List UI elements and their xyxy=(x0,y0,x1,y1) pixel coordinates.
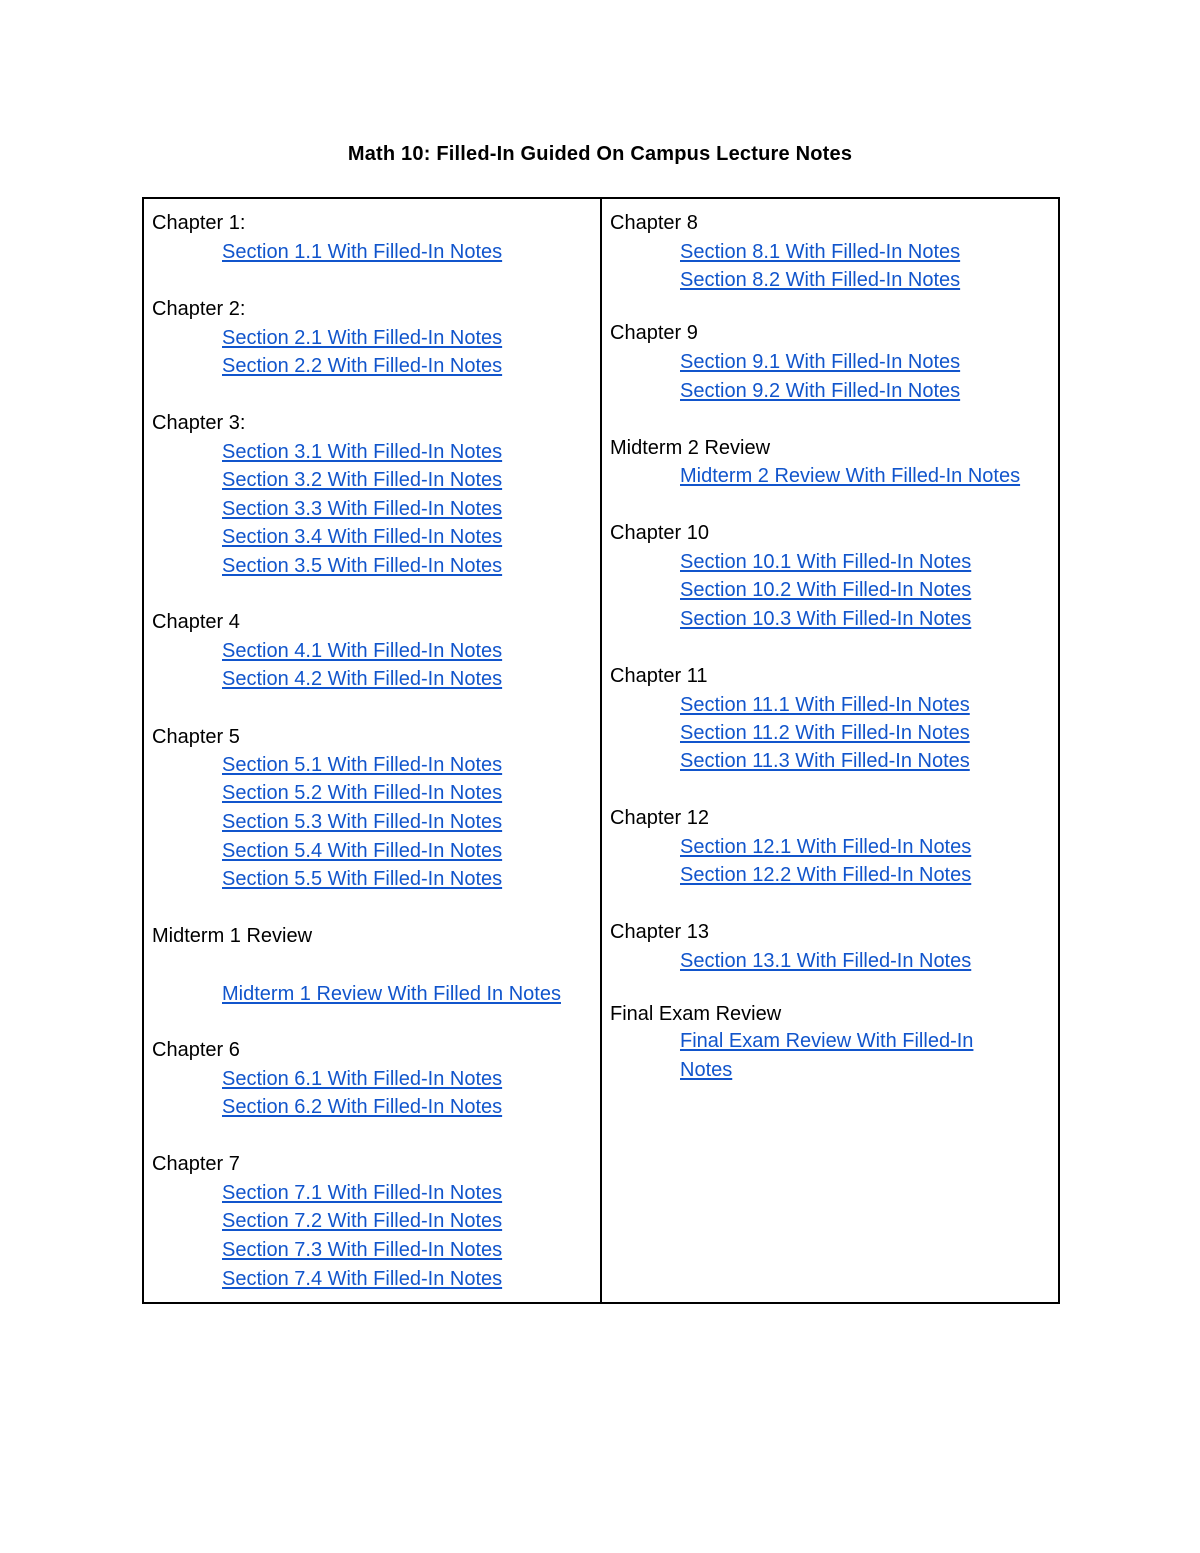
section-11-2-link[interactable]: Section 11.2 With Filled-In Notes xyxy=(680,722,970,744)
chapter-heading-1: Chapter 1: xyxy=(152,212,246,234)
section-8-2-link[interactable]: Section 8.2 With Filled-In Notes xyxy=(680,269,961,291)
section-3-5-link[interactable]: Section 3.5 With Filled-In Notes xyxy=(222,555,503,577)
toc-table xyxy=(142,197,1060,1304)
section-12-2-link[interactable]: Section 12.2 With Filled-In Notes xyxy=(680,864,972,886)
chapter-heading-9: Chapter 9 xyxy=(610,322,698,344)
section-2-2-link[interactable]: Section 2.2 With Filled-In Notes xyxy=(222,355,503,377)
section-7-3-link[interactable]: Section 7.3 With Filled-In Notes xyxy=(222,1239,503,1261)
section-7-4-link[interactable]: Section 7.4 With Filled-In Notes xyxy=(222,1268,503,1290)
section-8-1-link[interactable]: Section 8.1 With Filled-In Notes xyxy=(680,241,961,263)
chapter-heading-8: Chapter 8 xyxy=(610,212,698,234)
section-5-4-link[interactable]: Section 5.4 With Filled-In Notes xyxy=(222,840,503,862)
midterm-1-review-link[interactable]: Midterm 1 Review With Filled In Notes xyxy=(222,983,561,1005)
section-9-2-link[interactable]: Section 9.2 With Filled-In Notes xyxy=(680,380,961,402)
chapter-heading-11: Chapter 11 xyxy=(610,665,708,687)
section-6-2-link[interactable]: Section 6.2 With Filled-In Notes xyxy=(222,1096,503,1118)
section-6-1-link[interactable]: Section 6.1 With Filled-In Notes xyxy=(222,1068,503,1090)
section-11-1-link[interactable]: Section 11.1 With Filled-In Notes xyxy=(680,694,970,716)
midterm-2-review-link[interactable]: Midterm 2 Review With Filled-In Notes xyxy=(680,465,1021,487)
section-10-3-link[interactable]: Section 10.3 With Filled-In Notes xyxy=(680,608,972,630)
chapter-heading-12: Chapter 12 xyxy=(610,807,709,829)
midterm-1-heading: Midterm 1 Review xyxy=(152,925,313,947)
chapter-heading-10: Chapter 10 xyxy=(610,522,709,544)
chapter-heading-5: Chapter 5 xyxy=(152,726,240,748)
section-5-1-link[interactable]: Section 5.1 With Filled-In Notes xyxy=(222,754,503,776)
chapter-heading-2: Chapter 2: xyxy=(152,298,246,320)
final-exam-heading: Final Exam Review xyxy=(610,1003,782,1025)
section-5-5-link[interactable]: Section 5.5 With Filled-In Notes xyxy=(222,868,503,890)
final-exam-review-link[interactable]: Final Exam Review With Filled-In Notes xyxy=(680,1030,974,1081)
section-3-3-link[interactable]: Section 3.3 With Filled-In Notes xyxy=(222,498,503,520)
right-column xyxy=(602,199,1058,1302)
chapter-heading-6: Chapter 6 xyxy=(152,1039,240,1061)
section-10-2-link[interactable]: Section 10.2 With Filled-In Notes xyxy=(680,579,972,601)
section-11-3-link[interactable]: Section 11.3 With Filled-In Notes xyxy=(680,750,970,772)
page-title: Math 10: Filled-In Guided On Campus Lecture Notes xyxy=(347,143,853,165)
section-1-1-link[interactable]: Section 1.1 With Filled-In Notes xyxy=(222,241,503,263)
section-3-2-link[interactable]: Section 3.2 With Filled-In Notes xyxy=(222,469,503,491)
section-2-1-link[interactable]: Section 2.1 With Filled-In Notes xyxy=(222,327,503,349)
chapter-heading-7: Chapter 7 xyxy=(152,1153,240,1175)
section-4-2-link[interactable]: Section 4.2 With Filled-In Notes xyxy=(222,668,503,690)
section-5-2-link[interactable]: Section 5.2 With Filled-In Notes xyxy=(222,782,503,804)
section-12-1-link[interactable]: Section 12.1 With Filled-In Notes xyxy=(680,836,972,858)
section-7-2-link[interactable]: Section 7.2 With Filled-In Notes xyxy=(222,1210,503,1232)
chapter-heading-3: Chapter 3: xyxy=(152,412,246,434)
section-5-3-link[interactable]: Section 5.3 With Filled-In Notes xyxy=(222,811,503,833)
midterm-2-heading: Midterm 2 Review xyxy=(610,437,771,459)
section-13-1-link[interactable]: Section 13.1 With Filled-In Notes xyxy=(680,950,972,972)
chapter-heading-13: Chapter 13 xyxy=(610,921,709,943)
section-3-4-link[interactable]: Section 3.4 With Filled-In Notes xyxy=(222,526,503,548)
section-10-1-link[interactable]: Section 10.1 With Filled-In Notes xyxy=(680,551,972,573)
section-7-1-link[interactable]: Section 7.1 With Filled-In Notes xyxy=(222,1182,503,1204)
section-4-1-link[interactable]: Section 4.1 With Filled-In Notes xyxy=(222,640,503,662)
left-column xyxy=(144,199,602,1302)
chapter-heading-4: Chapter 4 xyxy=(152,611,240,633)
section-9-1-link[interactable]: Section 9.1 With Filled-In Notes xyxy=(680,351,961,373)
section-3-1-link[interactable]: Section 3.1 With Filled-In Notes xyxy=(222,441,503,463)
